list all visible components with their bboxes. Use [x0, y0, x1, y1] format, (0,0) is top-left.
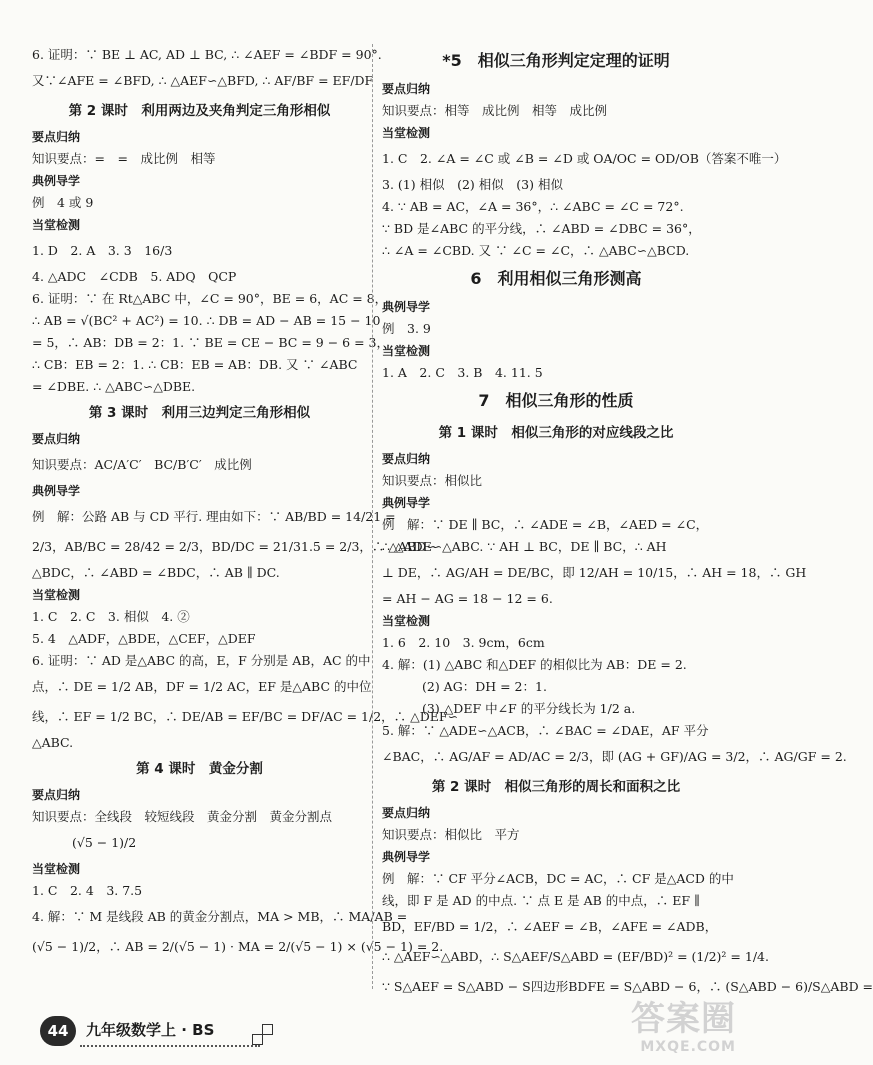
- answer-line: 例 解：∵ CF 平分∠ACB，DC = AC，∴ CF 是△ACD 的中: [382, 871, 734, 886]
- answer-line: 1. A 2. C 3. B 4. 11. 5: [382, 365, 543, 380]
- answer-line: = AH − AG = 18 − 12 = 6.: [382, 591, 553, 606]
- answer-line: 6. 证明：∵ BE ⊥ AC, AD ⊥ BC, ∴ ∠AEF = ∠BDF = 90°.: [32, 47, 382, 62]
- answer-line: 2/3，AB/BC = 28/42 = 2/3，BD/DC = 21/31.5 = 2/3，∴ △ABD∽: [32, 539, 437, 554]
- answer-line: ∴ CB：EB = 2：1. ∴ CB：EB = AB：DB. 又 ∵ ∠ABC: [32, 357, 358, 372]
- lesson-heading: 第 2 课时 利用两边及夹角判定三角形相似: [68, 103, 331, 119]
- answer-line: 点，∴ DE = 1/2 AB，DF = 1/2 AC，EF 是△ABC 的中位: [32, 679, 372, 694]
- answer-line: ∴ △AEF∽△ABD，∴ S△AEF/S△ABD = (EF/BD)² = (1/2)² = 1/4.: [382, 949, 769, 964]
- answer-line: 1. C 2. 4 3. 7.5: [32, 883, 143, 898]
- subsection-label: 典例导学: [382, 496, 431, 510]
- answer-line: 3. (1) 相似 (2) 相似 (3) 相似: [382, 177, 563, 192]
- answer-line: 知识要点：全线段 较短线段 黄金分割 黄金分割点: [32, 809, 333, 824]
- page-footer: [40, 1016, 270, 1050]
- answer-line: ∴ △ADE∽△ABC. ∵ AH ⊥ BC，DE ∥ BC，∴ AH: [382, 539, 667, 554]
- answer-line: 知识要点：相等 成比例 相等 成比例: [382, 103, 608, 118]
- answer-line: 4. 解：∵ M 是线段 AB 的黄金分割点，MA > MB，∴ MA/AB =: [32, 909, 408, 924]
- subsection-label: 当堂检测: [382, 126, 431, 140]
- answer-line: 线，∴ EF = 1/2 BC，∴ DE/AB = EF/BC = DF/AC = 1/2，∴ △DEF∽: [32, 709, 459, 724]
- subsection-label: 当堂检测: [32, 588, 81, 602]
- answer-line: 知识要点：相似比 平方: [382, 827, 520, 842]
- answer-line: 1. D 2. A 3. 3 16/3: [32, 243, 173, 258]
- answer-line: BD，EF/BD = 1/2，∴ ∠AEF = ∠B，∠AFE = ∠ADB，: [382, 919, 718, 934]
- answer-line: (2) AG：DH = 2：1.: [422, 679, 547, 694]
- subsection-label: 当堂检测: [32, 218, 81, 232]
- subsection-label: 当堂检测: [382, 614, 431, 628]
- answer-line: 例 解：∵ DE ∥ BC，∴ ∠ADE = ∠B，∠AED = ∠C，: [382, 517, 709, 532]
- section-heading: 6 利用相似三角形测高: [470, 269, 642, 288]
- answer-line: 5. 解：∵ △ADE∽△ACB，∴ ∠BAC = ∠DAE，AF 平分: [382, 723, 709, 738]
- answer-line: 1. C 2. C 3. 相似 4. ②: [32, 609, 190, 624]
- subsection-label: 当堂检测: [382, 344, 431, 358]
- answer-line: ∵ S△AEF = S△ABD − S四边形BDFE = S△ABD − 6，∴ (S△ABD − 6)/S△ABD =: [382, 979, 873, 994]
- right-column: [382, 44, 873, 1002]
- footer-dotted-rule: [80, 1045, 260, 1047]
- answer-line: 1. 6 2. 10 3. 9cm，6cm: [382, 635, 545, 650]
- answer-line: 4. ∵ AB = AC，∠A = 36°，∴ ∠ABC = ∠C = 72°.: [382, 199, 684, 214]
- answer-line: 知识要点：= = 成比例 相等: [32, 151, 216, 166]
- column-divider: [372, 44, 373, 989]
- subsection-label: 要点归纳: [32, 130, 81, 144]
- answer-line: △BDC，∴ ∠ABD = ∠BDC，∴ AB ∥ DC.: [32, 565, 280, 580]
- subsection-label: 要点归纳: [382, 82, 431, 96]
- answer-line: 线，即 F 是 AD 的中点. ∵ 点 E 是 AB 的中点，∴ EF ∥: [382, 893, 700, 908]
- answer-line: ∠BAC，∴ AG/AF = AD/AC = 2/3，即 (AG + GF)/AG = 3/2，∴ AG/GF = 2.: [382, 749, 847, 764]
- watermark-url: MXQE.COM: [640, 1039, 736, 1055]
- answer-line: △ABC.: [32, 735, 74, 750]
- watermark: [586, 1000, 736, 1058]
- subsection-label: 典例导学: [32, 484, 81, 498]
- answer-line: 知识要点：相似比: [382, 473, 483, 488]
- answer-line: ∴ AB = √(BC² + AC²) = 10. ∴ DB = AD − AB = 15 − 10: [32, 313, 381, 328]
- subsection-label: 要点归纳: [32, 788, 81, 802]
- answer-line: = 5，∴ AB：DB = 2：1. ∵ BE = CE − BC = 9 − 6 = 3，: [32, 335, 389, 350]
- answer-line: 知识要点：AC/A′C′ BC/B′C′ 成比例: [32, 457, 252, 472]
- answer-line: 4. △ADC ∠CDB 5. ADQ QCP: [32, 269, 237, 284]
- answer-line: ∵ BD 是∠ABC 的平分线，∴ ∠ABD = ∠DBC = 36°，: [382, 221, 701, 236]
- answer-line: (3) △DEF 中∠F 的平分线长为 1/2 a.: [422, 701, 636, 716]
- answer-line: 6. 证明：∵ 在 Rt△ABC 中，∠C = 90°，BE = 6，AC = 8，: [32, 291, 388, 306]
- answer-line: 又∵∠AFE = ∠BFD, ∴ △AEF∽△BFD, ∴ AF/BF = EF/DF: [32, 73, 374, 88]
- section-heading: 7 相似三角形的性质: [478, 391, 634, 410]
- answer-line: 例 解：公路 AB 与 CD 平行. 理由如下：∵ AB/BD = 14/21 =: [32, 509, 396, 524]
- book-title: 九年级数学上 · BS: [86, 1021, 215, 1039]
- lesson-heading: 第 4 课时 黄金分割: [136, 761, 263, 777]
- answer-line: 1. C 2. ∠A = ∠C 或 ∠B = ∠D 或 OA/OC = OD/OB（答案不唯一）: [382, 151, 787, 166]
- lesson-heading: 第 1 课时 相似三角形的对应线段之比: [438, 425, 674, 441]
- footer-square-icon: [262, 1024, 273, 1035]
- subsection-label: 要点归纳: [382, 452, 431, 466]
- subsection-label: 典例导学: [32, 174, 81, 188]
- answer-line: ⊥ DE，∴ AG/AH = DE/BC，即 12/AH = 10/15，∴ AH = 18，∴ GH: [382, 565, 807, 580]
- answer-line: 例 3. 9: [382, 321, 431, 336]
- subsection-label: 要点归纳: [32, 432, 81, 446]
- section-heading: *5 相似三角形判定定理的证明: [442, 51, 670, 70]
- watermark-text: 答案圈: [631, 999, 736, 1039]
- subsection-label: 当堂检测: [32, 862, 81, 876]
- answer-line: 4. 解：(1) △ABC 和△DEF 的相似比为 AB：DE = 2.: [382, 657, 687, 672]
- page-number: 44: [40, 1016, 76, 1046]
- subsection-label: 要点归纳: [382, 806, 431, 820]
- lesson-heading: 第 2 课时 相似三角形的周长和面积之比: [431, 779, 681, 795]
- answer-line: (√5 − 1)/2，∴ AB = 2/(√5 − 1) · MA = 2/(√5 − 1) × (√5 − 1) = 2.: [32, 939, 444, 954]
- answer-line: 5. 4 △ADF，△BDE，△CEF，△DEF: [32, 631, 256, 646]
- answer-line: 6. 证明：∵ AD 是△ABC 的高，E，F 分别是 AB，AC 的中: [32, 653, 371, 668]
- answer-line: (√5 − 1)/2: [72, 835, 137, 850]
- footer-square-icon: [252, 1034, 263, 1045]
- answer-line: 例 4 或 9: [32, 195, 94, 210]
- answer-line: = ∠DBE. ∴ △ABC∽△DBE.: [32, 379, 196, 394]
- lesson-heading: 第 3 课时 利用三边判定三角形相似: [88, 405, 311, 421]
- answer-line: ∴ ∠A = ∠CBD. 又 ∵ ∠C = ∠C，∴ △ABC∽△BCD.: [382, 243, 690, 258]
- subsection-label: 典例导学: [382, 300, 431, 314]
- subsection-label: 典例导学: [382, 850, 431, 864]
